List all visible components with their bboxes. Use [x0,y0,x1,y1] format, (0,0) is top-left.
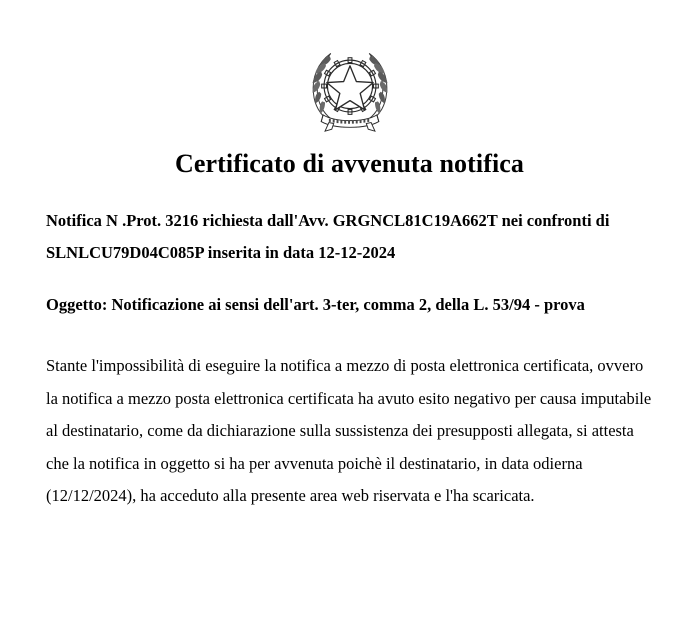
page-title: Certificato di avvenuta notifica [174,149,525,178]
subject-paragraph: Oggetto: Notificazione ai sensi dell'art. 3-ter, comma 2, della L. 53/94 - prova [46,295,585,314]
notification-paragraph: Notifica N .Prot. 3216 richiesta dall'Avv. GRGNCL81C19A662T nei confronti di SLNLCU79D04C085P inserita in data 12-12-2024 [46,211,610,262]
body-paragraph: Stante l'impossibilità di eseguire la notifica a mezzo di posta elettronica certificata, ovvero la notifica a mezzo posta elettronica certificata ha avuto esito negativo per causa imputabile al destinatario, come da dichiarazione sulla sussistenza dei presupposti allegata, si attesta che la notifica in oggetto si ha per avvenuta poichè il destinatario, in data odierna (12/12/2024), ha acceduto alla presente area web riservata e l'ha scaricata. [46,356,652,505]
emblem-container [0,38,699,136]
italian-republic-emblem-icon [302,38,398,136]
document-content [46,205,654,513]
